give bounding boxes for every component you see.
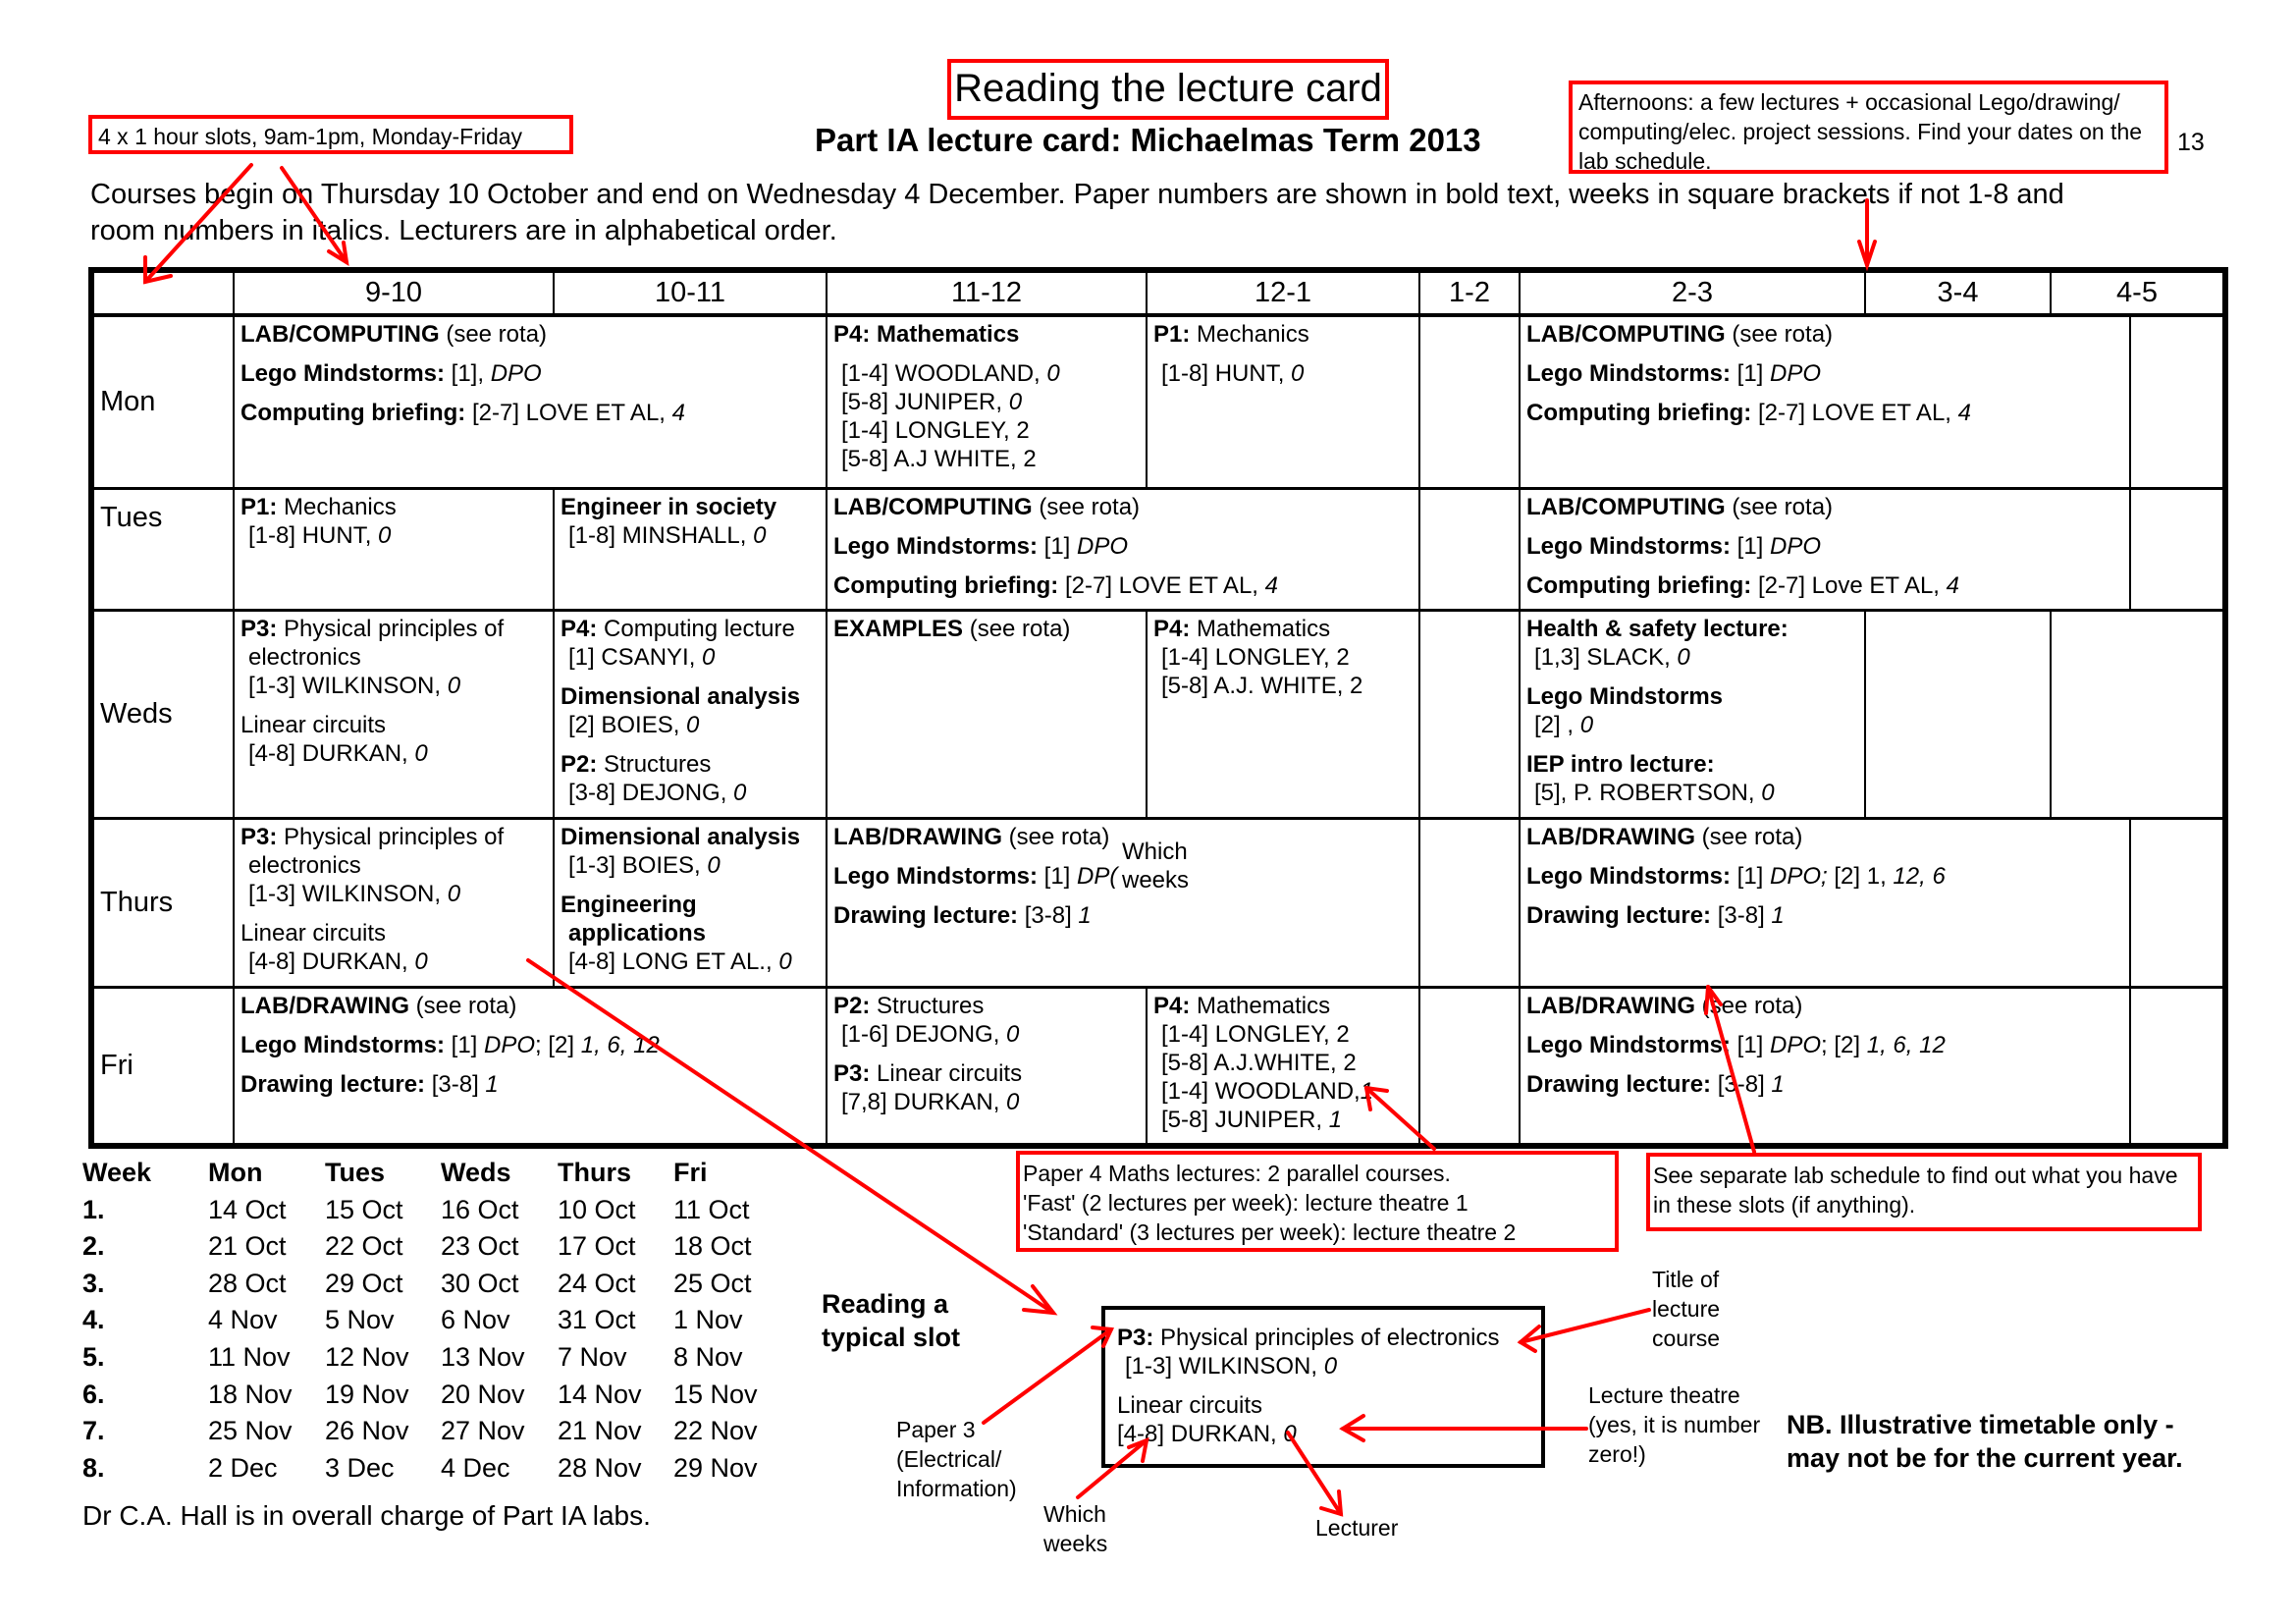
time-header: 11-12 (827, 270, 1147, 315)
day-row-tues (91, 488, 2225, 610)
time-header: 10-11 (554, 270, 827, 315)
week-date: 14 Nov (558, 1379, 642, 1409)
day-label: Thurs (91, 818, 234, 987)
paper-label: Paper 3 (Electrical/ Information) (896, 1417, 1017, 1501)
week-date: 3 Dec (325, 1452, 395, 1483)
week-date: 14 Oct (208, 1194, 287, 1224)
week-date: 25 Nov (208, 1416, 293, 1446)
week-row (82, 1377, 772, 1414)
slot-cell-empty (2130, 315, 2225, 488)
slot-cell: P3: Physical principles of electronics [1-3] WILKINSON, 0 Linear circuits [4-8] DURKAN, 0 (234, 610, 554, 818)
week-row (82, 1450, 772, 1488)
slot-cell: Health & safety lecture: [1,3] SLACK, 0 Lego Mindstorms [2] , 0 IEP intro lecture: [5], P. ROBERTSON, 0 (1520, 610, 1865, 818)
which-weeks-label: Which weeks (1043, 1501, 1108, 1556)
week-row (82, 1413, 772, 1450)
doc-title-text: Reading the lecture card (954, 67, 1382, 110)
day-row-weds (91, 610, 2225, 818)
week-date: 4 Nov (208, 1305, 278, 1335)
week-date: 13 Nov (441, 1341, 525, 1372)
week-date: 28 Oct (208, 1268, 287, 1298)
time-header: 12-1 (1147, 270, 1419, 315)
intro-line-1: Courses begin on Thursday 10 October and end on Wednesday 4 December. Paper numbers are shown in bold text, weeks in square brackets if not 1-8 and (90, 179, 2064, 210)
week-col-header: Thurs (558, 1158, 632, 1187)
week-date: 20 Nov (441, 1379, 525, 1409)
lecture-timetable (88, 267, 2228, 1149)
time-header: 9-10 (234, 270, 554, 315)
slot-cell: P1: Mechanics [1-8] HUNT, 0 (1147, 315, 1419, 488)
week-date: 27 Nov (441, 1416, 525, 1446)
week-number: 4. (82, 1305, 105, 1335)
slot-cell-empty (1419, 818, 1520, 987)
slot-cell-empty (1419, 315, 1520, 488)
day-label: Fri (91, 987, 234, 1146)
slot-cell-empty (1419, 987, 1520, 1146)
slot-cell: P4: Mathematics [1-4] LONGLEY, 2 [5-8] A.J.WHITE, 2 [1-4] WOODLAND,1 [5-8] JUNIPER, 1 (1147, 987, 1419, 1146)
week-date: 31 Oct (558, 1305, 636, 1335)
slot-cell: LAB/DRAWING (see rota) Lego Mindstorms: [1] DPO; [2] 1, 12, 6 Drawing lecture: [3-8] 1 (1520, 818, 2130, 987)
day-row-mon (91, 315, 2225, 488)
week-date: 18 Nov (208, 1379, 293, 1409)
corner-cell (91, 270, 234, 315)
week-date: 18 Oct (673, 1231, 752, 1262)
week-date: 24 Oct (558, 1268, 636, 1298)
week-date: 19 Nov (325, 1379, 409, 1409)
week-row (82, 1266, 772, 1303)
slot-cell-empty (2130, 818, 2225, 987)
week-date: 17 Oct (558, 1231, 636, 1262)
week-col-header: Mon (208, 1158, 263, 1187)
week-number: 6. (82, 1379, 105, 1409)
reading-slot-heading: Reading a typical slot (822, 1289, 961, 1352)
page-number: 13 (2177, 129, 2205, 156)
week-date: 2 Dec (208, 1452, 278, 1483)
week-date: 21 Nov (558, 1416, 642, 1446)
week-date: 29 Nov (673, 1452, 758, 1483)
week-date: 10 Oct (558, 1194, 636, 1224)
week-number: 2. (82, 1231, 105, 1262)
week-date: 8 Nov (673, 1341, 743, 1372)
time-header: 4-5 (2051, 270, 2225, 315)
lecture-theatre-label: Lecture theatre (yes, it is number zero!) (1588, 1382, 1761, 1467)
slot-cell: EXAMPLES (see rota) (827, 610, 1147, 818)
time-header: 2-3 (1520, 270, 1865, 315)
week-row (82, 1192, 772, 1229)
week-number: 8. (82, 1452, 105, 1483)
time-header: 1-2 (1419, 270, 1520, 315)
slot-cell: LAB/DRAWING (see rota) Lego Mindstorms: [1] DP( Drawing lecture: [3-8] 1 Which weeks (827, 818, 1419, 987)
intro-text (90, 177, 2250, 249)
week-col-header: Week (82, 1158, 152, 1187)
maths-callout: Paper 4 Maths lectures: 2 parallel courses. 'Fast' (2 lectures per week): lecture theatre 1 'Standard' (3 lectures per week): lecture theatre 2 (1016, 1151, 1619, 1252)
week-row (82, 1302, 772, 1339)
slot-cell-empty (2130, 488, 2225, 610)
slot-cell: P4: Mathematics [1-4] LONGLEY, 2 [5-8] A.J. WHITE, 2 (1147, 610, 1419, 818)
day-row-thurs (91, 818, 2225, 987)
time-header: 3-4 (1865, 270, 2051, 315)
week-date: 16 Oct (441, 1194, 519, 1224)
week-date: 29 Oct (325, 1268, 403, 1298)
week-date: 12 Nov (325, 1341, 409, 1372)
slot-cell: LAB/COMPUTING (see rota) Lego Mindstorms: [1] DPO Computing briefing: [2-7] LOVE ET AL, 4 (827, 488, 1419, 610)
day-label: Weds (91, 610, 234, 818)
week-date: 28 Nov (558, 1452, 642, 1483)
slot-cell: LAB/COMPUTING (see rota) Lego Mindstorms: [1] DPO Computing briefing: [2-7] LOVE ET AL, 4 (1520, 315, 2130, 488)
week-date: 7 Nov (558, 1341, 627, 1372)
afternoons-callout: Afternoons: a few lectures + occasional Lego/drawing/ computing/elec. project sessions. Find your dates on the lab schedule. (1569, 81, 2168, 174)
slot-cell: Dimensional analysis [1-3] BOIES, 0 Engineering applications [4-8] LONG ET AL., 0 (554, 818, 827, 987)
slot-cell: P2: Structures [1-6] DEJONG, 0 P3: Linear circuits [7,8] DURKAN, 0 (827, 987, 1147, 1146)
example-slot-box: P3: Physical principles of electronics [1-3] WILKINSON, 0 Linear circuits [4-8] DURKAN, 0 (1101, 1306, 1545, 1468)
day-label: Mon (91, 315, 234, 488)
slot-cell-empty (2130, 987, 2225, 1146)
week-number: 1. (82, 1194, 105, 1224)
slot-cell: P4: Mathematics [1-4] WOODLAND, 0 [5-8] JUNIPER, 0 [1-4] LONGLEY, 2 [5-8] A.J WHITE, 2 (827, 315, 1147, 488)
week-date: 30 Oct (441, 1268, 519, 1298)
labs-charge-note: Dr C.A. Hall is in overall charge of Part IA labs. (82, 1500, 651, 1531)
week-date: 25 Oct (673, 1268, 752, 1298)
week-date: 21 Oct (208, 1231, 287, 1262)
stray-which-weeks-label: Which weeks (1122, 838, 1193, 894)
week-number: 5. (82, 1341, 105, 1372)
week-number: 7. (82, 1416, 105, 1446)
week-dates-header (82, 1155, 772, 1192)
week-date: 1 Nov (673, 1305, 743, 1335)
slot-cell-empty (2051, 610, 2225, 818)
doc-title (947, 59, 1389, 120)
intro-line-2: room numbers in italics. Lecturers are in alphabetical order. (90, 215, 837, 246)
week-date: 15 Nov (673, 1379, 758, 1409)
week-date: 11 Nov (208, 1341, 291, 1372)
slots-callout: 4 x 1 hour slots, 9am-1pm, Monday-Friday (88, 115, 573, 154)
lab-schedule-callout: See separate lab schedule to find out what you have in these slots (if anything). (1646, 1153, 2202, 1231)
week-col-header: Fri (673, 1158, 708, 1187)
slot-cell: LAB/COMPUTING (see rota) Lego Mindstorms: [1] DPO Computing briefing: [2-7] Love ET AL, 4 (1520, 488, 2130, 610)
slot-cell: P1: Mechanics [1-8] HUNT, 0 (234, 488, 554, 610)
slot-cell: P3: Physical principles of electronics [1-3] WILKINSON, 0 Linear circuits [4-8] DURKAN, 0 (234, 818, 554, 987)
slot-cell: Engineer in society [1-8] MINSHALL, 0 (554, 488, 827, 610)
week-col-header: Tues (325, 1158, 386, 1187)
nb-illustrative-note: NB. Illustrative timetable only - may not be for the current year. (1787, 1410, 2183, 1473)
week-number: 3. (82, 1268, 105, 1298)
week-row (82, 1339, 772, 1377)
week-date: 11 Oct (673, 1194, 750, 1224)
week-date: 4 Dec (441, 1452, 510, 1483)
arrow-paper-label (984, 1327, 1111, 1423)
week-date: 23 Oct (441, 1231, 519, 1262)
week-date: 5 Nov (325, 1305, 395, 1335)
week-date: 22 Nov (673, 1416, 758, 1446)
slot-cell: P4: Computing lecture [1] CSANYI, 0 Dimensional analysis [2] BOIES, 0 P2: Structures [3-8] DEJONG, 0 (554, 610, 827, 818)
week-dates-table (82, 1155, 772, 1487)
week-date: 22 Oct (325, 1231, 403, 1262)
lecturer-label: Lecturer (1315, 1515, 1399, 1541)
slot-cell-empty (1419, 488, 1520, 610)
slot-cell: LAB/DRAWING (see rota) Lego Mindstorms: [1] DPO; [2] 1, 6, 12 Drawing lecture: [3-8] 1 (1520, 987, 2130, 1146)
title-label: Title of lecture course (1652, 1267, 1721, 1351)
slot-cell-empty (1419, 610, 1520, 818)
day-label: Tues (91, 488, 234, 610)
card-title: Part IA lecture card: Michaelmas Term 2013 (815, 122, 1481, 158)
week-date: 6 Nov (441, 1305, 510, 1335)
slot-cell: LAB/COMPUTING (see rota) Lego Mindstorms: [1], DPO Computing briefing: [2-7] LOVE ET AL, 4 (234, 315, 827, 488)
slot-cell: LAB/DRAWING (see rota) Lego Mindstorms: [1] DPO; [2] 1, 6, 12 Drawing lecture: [3-8] 1 (234, 987, 827, 1146)
week-col-header: Weds (441, 1158, 511, 1187)
slot-cell-empty (1865, 610, 2051, 818)
week-date: 26 Nov (325, 1416, 409, 1446)
time-header-row (91, 270, 2225, 315)
day-row-fri (91, 987, 2225, 1146)
week-row (82, 1228, 772, 1266)
week-date: 15 Oct (325, 1194, 403, 1224)
